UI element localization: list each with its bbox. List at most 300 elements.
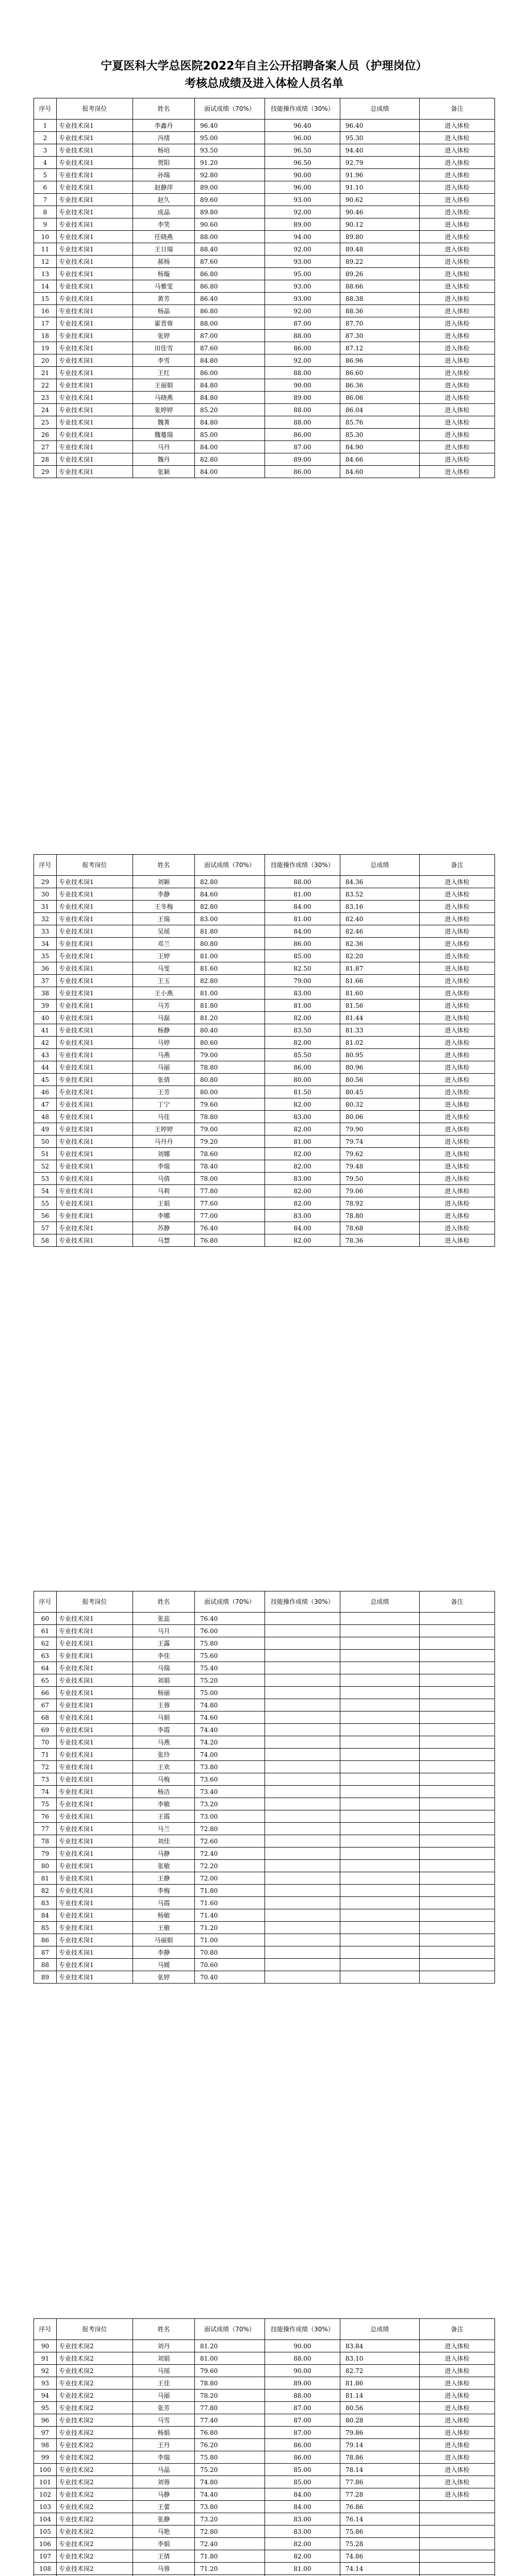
cell-note: 进入体检 xyxy=(420,268,495,280)
cell-skill: 86.00 xyxy=(265,429,340,441)
cell-total: 88.36 xyxy=(340,305,420,317)
cell-total: 90.62 xyxy=(340,194,420,206)
cell-total: 77.86 xyxy=(340,2476,420,2488)
cell-name: 魏丹 xyxy=(133,453,195,466)
cell-note xyxy=(420,1860,495,1872)
cell-note: 进入体检 xyxy=(420,2476,495,2488)
cell-post: 专业技术岗1 xyxy=(57,1197,133,1210)
cell-written: 81.60 xyxy=(195,962,265,975)
table-row xyxy=(34,1711,495,1724)
cell-name: 张颖 xyxy=(133,466,195,478)
cell-name: 杨敏 xyxy=(133,1909,195,1922)
cell-post: 专业技术岗1 xyxy=(57,1136,133,1148)
header-note: 备注 xyxy=(420,855,495,876)
header-note: 备注 xyxy=(420,98,495,120)
cell-skill: 92.00 xyxy=(265,243,340,256)
cell-post: 专业技术岗1 xyxy=(57,1971,133,1984)
cell-skill xyxy=(265,1687,340,1699)
cell-post: 专业技术岗1 xyxy=(57,1761,133,1773)
cell-total: 78.68 xyxy=(340,1222,420,1234)
cell-post: 专业技术岗1 xyxy=(57,1012,133,1024)
cell-note: 进入体检 xyxy=(420,1037,495,1049)
cell-post: 专业技术岗1 xyxy=(57,962,133,975)
cell-written: 88.00 xyxy=(195,231,265,243)
table-row xyxy=(34,1136,495,1148)
cell-seq: 28 xyxy=(34,453,57,466)
cell-name: 黄芳 xyxy=(133,293,195,305)
cell-post: 专业技术岗2 xyxy=(57,2389,133,2402)
cell-post: 专业技术岗1 xyxy=(57,1637,133,1650)
cell-post: 专业技术岗1 xyxy=(57,1222,133,1234)
cell-skill xyxy=(265,1650,340,1662)
cell-post: 专业技术岗2 xyxy=(57,2451,133,2464)
cell-post: 专业技术岗1 xyxy=(57,1835,133,1848)
cell-post: 专业技术岗1 xyxy=(57,1210,133,1222)
table-row xyxy=(34,1148,495,1160)
table-row xyxy=(34,268,495,280)
cell-seq: 63 xyxy=(34,1650,57,1662)
cell-total: 87.30 xyxy=(340,330,420,342)
cell-seq: 35 xyxy=(34,950,57,962)
cell-note xyxy=(420,1724,495,1736)
cell-total: 78.86 xyxy=(340,2451,420,2464)
cell-note xyxy=(420,1872,495,1885)
cell-post: 专业技术岗1 xyxy=(57,441,133,453)
cell-note: 进入体检 xyxy=(420,1160,495,1173)
cell-seq: 11 xyxy=(34,243,57,256)
table-row xyxy=(34,1922,495,1934)
cell-seq: 44 xyxy=(34,1061,57,1074)
cell-written: 84.00 xyxy=(195,441,265,453)
cell-name: 李雪 xyxy=(133,354,195,367)
cell-written: 74.60 xyxy=(195,1711,265,1724)
cell-note: 进入体检 xyxy=(420,1024,495,1037)
cell-name: 王婷 xyxy=(133,950,195,962)
cell-written: 84.80 xyxy=(195,392,265,404)
cell-name: 马艳 xyxy=(133,2526,195,2538)
table-row xyxy=(34,1185,495,1197)
cell-written: 70.80 xyxy=(195,1946,265,1959)
table-row xyxy=(34,1687,495,1699)
cell-written: 95.00 xyxy=(195,132,265,144)
cell-written: 72.40 xyxy=(195,1848,265,1860)
table-row xyxy=(34,1625,495,1637)
cell-note: 进入体检 xyxy=(420,2340,495,2352)
table-row xyxy=(34,1086,495,1098)
cell-written: 75.40 xyxy=(195,1662,265,1674)
cell-seq: 103 xyxy=(34,2501,57,2513)
cell-seq: 17 xyxy=(34,317,57,330)
cell-total: 86.60 xyxy=(340,367,420,379)
table-row xyxy=(34,169,495,181)
cell-note xyxy=(420,1959,495,1971)
cell-name: 魏蔓瑞 xyxy=(133,429,195,441)
table-row xyxy=(34,2501,495,2513)
cell-note xyxy=(420,2513,495,2526)
cell-name: 成晶 xyxy=(133,206,195,218)
cell-seq: 89 xyxy=(34,1971,57,1984)
cell-post: 专业技术岗1 xyxy=(57,999,133,1012)
cell-seq: 25 xyxy=(34,416,57,429)
cell-post: 专业技术岗1 xyxy=(57,466,133,478)
cell-name: 李娟 xyxy=(133,2538,195,2550)
cell-name: 李佳 xyxy=(133,1650,195,1662)
cell-seq: 29 xyxy=(34,876,57,888)
table-row xyxy=(34,194,495,206)
cell-total: 86.36 xyxy=(340,379,420,392)
cell-written: 78.80 xyxy=(195,1061,265,1074)
cell-note: 进入体检 xyxy=(420,169,495,181)
cell-note xyxy=(420,2538,495,2550)
cell-skill xyxy=(265,1835,340,1848)
cell-name: 马慧 xyxy=(133,1234,195,1247)
cell-note: 进入体检 xyxy=(420,2427,495,2439)
cell-seq: 97 xyxy=(34,2427,57,2439)
table-row xyxy=(34,925,495,938)
cell-seq: 70 xyxy=(34,1736,57,1749)
cell-post: 专业技术岗1 xyxy=(57,416,133,429)
cell-total: 82.36 xyxy=(340,938,420,950)
cell-total xyxy=(340,1860,420,1872)
cell-written: 78.60 xyxy=(195,1148,265,1160)
cell-seq: 102 xyxy=(34,2488,57,2501)
cell-post: 专业技术岗1 xyxy=(57,1872,133,1885)
cell-post: 专业技术岗1 xyxy=(57,1786,133,1798)
table-row xyxy=(34,1210,495,1222)
cell-skill xyxy=(265,1922,340,1934)
cell-post: 专业技术岗1 xyxy=(57,132,133,144)
cell-total xyxy=(340,1823,420,1835)
cell-seq: 69 xyxy=(34,1724,57,1736)
table-row xyxy=(34,2464,495,2476)
header-written: 面试成绩（70%） xyxy=(195,855,265,876)
cell-seq: 99 xyxy=(34,2451,57,2464)
cell-name: 王欢 xyxy=(133,1761,195,1773)
cell-name: 王冬梅 xyxy=(133,901,195,913)
cell-post: 专业技术岗2 xyxy=(57,2427,133,2439)
cell-note: 进入体检 xyxy=(420,2451,495,2464)
header-post: 报考岗位 xyxy=(57,1591,133,1613)
cell-name: 王小燕 xyxy=(133,987,195,999)
results-table-page-4 xyxy=(34,2318,495,2576)
cell-written: 71.20 xyxy=(195,2563,265,2575)
cell-total: 80.32 xyxy=(340,1098,420,1111)
cell-post: 专业技术岗2 xyxy=(57,2526,133,2538)
table-row xyxy=(34,999,495,1012)
cell-written: 86.80 xyxy=(195,305,265,317)
cell-note: 进入体检 xyxy=(420,1185,495,1197)
cell-skill: 82.00 xyxy=(265,1197,340,1210)
cell-written: 82.80 xyxy=(195,975,265,987)
cell-skill xyxy=(265,1885,340,1897)
cell-note: 进入体检 xyxy=(420,231,495,243)
cell-post: 专业技术岗1 xyxy=(57,1687,133,1699)
cell-skill xyxy=(265,1674,340,1687)
cell-post: 专业技术岗1 xyxy=(57,1946,133,1959)
cell-post: 专业技术岗1 xyxy=(57,169,133,181)
cell-post: 专业技术岗1 xyxy=(57,1848,133,1860)
cell-name: 贾阳 xyxy=(133,157,195,169)
cell-name: 王丹 xyxy=(133,2439,195,2451)
cell-name: 田佳雪 xyxy=(133,342,195,354)
table-row xyxy=(34,1971,495,1984)
cell-written: 96.40 xyxy=(195,120,265,132)
table-header-row xyxy=(34,98,495,120)
cell-total: 75.28 xyxy=(340,2538,420,2550)
cell-seq: 51 xyxy=(34,1148,57,1160)
cell-written: 79.60 xyxy=(195,2365,265,2377)
table-row xyxy=(34,1650,495,1662)
header-total: 总成绩 xyxy=(340,855,420,876)
cell-name: 马静 xyxy=(133,2488,195,2501)
cell-note xyxy=(420,1662,495,1674)
cell-seq: 34 xyxy=(34,938,57,950)
cell-note: 进入体检 xyxy=(420,2352,495,2365)
cell-post: 专业技术岗1 xyxy=(57,1749,133,1761)
cell-name: 王佳 xyxy=(133,2377,195,2389)
table-row xyxy=(34,441,495,453)
cell-total xyxy=(340,1625,420,1637)
cell-skill: 82.50 xyxy=(265,962,340,975)
table-row xyxy=(34,2550,495,2563)
table-header-row xyxy=(34,1591,495,1613)
cell-written: 87.00 xyxy=(195,330,265,342)
cell-note: 进入体检 xyxy=(420,144,495,157)
table-row xyxy=(34,280,495,293)
cell-total: 78.92 xyxy=(340,1197,420,1210)
cell-written: 73.20 xyxy=(195,2513,265,2526)
table-row xyxy=(34,975,495,987)
table-row xyxy=(34,876,495,888)
cell-name: 冯绪 xyxy=(133,132,195,144)
cell-post: 专业技术岗1 xyxy=(57,404,133,416)
table-row xyxy=(34,367,495,379)
cell-note: 进入体检 xyxy=(420,1111,495,1123)
cell-seq: 65 xyxy=(34,1674,57,1687)
cell-note: 进入体检 xyxy=(420,2389,495,2402)
cell-total xyxy=(340,1736,420,1749)
cell-written: 92.80 xyxy=(195,169,265,181)
cell-name: 马丽 xyxy=(133,1061,195,1074)
cell-skill xyxy=(265,1724,340,1736)
cell-skill xyxy=(265,1613,340,1625)
cell-name: 马霞 xyxy=(133,1897,195,1909)
cell-written: 75.80 xyxy=(195,2451,265,2464)
cell-name: 马晶 xyxy=(133,2464,195,2476)
cell-seq: 41 xyxy=(34,1024,57,1037)
cell-seq: 86 xyxy=(34,1934,57,1946)
cell-skill: 84.00 xyxy=(265,925,340,938)
table-row xyxy=(34,1724,495,1736)
cell-skill: 86.00 xyxy=(265,1061,340,1074)
table-row xyxy=(34,1197,495,1210)
cell-written: 81.20 xyxy=(195,2340,265,2352)
cell-post: 专业技术岗1 xyxy=(57,1074,133,1086)
table-row xyxy=(34,1074,495,1086)
table-row xyxy=(34,1934,495,1946)
cell-total xyxy=(340,1971,420,1984)
cell-note xyxy=(420,1736,495,1749)
cell-seq: 7 xyxy=(34,194,57,206)
cell-note: 进入体检 xyxy=(420,392,495,404)
cell-note: 进入体检 xyxy=(420,888,495,901)
cell-skill: 88.00 xyxy=(265,876,340,888)
cell-total xyxy=(340,1637,420,1650)
header-written: 面试成绩（70%） xyxy=(195,1591,265,1613)
cell-total: 94.40 xyxy=(340,144,420,157)
cell-post: 专业技术岗1 xyxy=(57,1111,133,1123)
cell-seq: 23 xyxy=(34,392,57,404)
cell-name: 张静 xyxy=(133,2513,195,2526)
cell-seq: 45 xyxy=(34,1074,57,1086)
cell-name: 马雅雯 xyxy=(133,280,195,293)
cell-post: 专业技术岗1 xyxy=(57,181,133,194)
cell-seq: 71 xyxy=(34,1749,57,1761)
cell-post: 专业技术岗1 xyxy=(57,293,133,305)
cell-seq: 53 xyxy=(34,1173,57,1185)
cell-total: 85.30 xyxy=(340,429,420,441)
cell-seq: 64 xyxy=(34,1662,57,1674)
cell-note: 进入体检 xyxy=(420,925,495,938)
cell-skill: 90.00 xyxy=(265,379,340,392)
cell-name: 马静 xyxy=(133,1848,195,1860)
cell-skill: 95.00 xyxy=(265,268,340,280)
cell-skill: 88.00 xyxy=(265,416,340,429)
cell-name: 李梅 xyxy=(133,1885,195,1897)
cell-note xyxy=(420,1761,495,1773)
cell-post: 专业技术岗1 xyxy=(57,367,133,379)
cell-skill: 93.00 xyxy=(265,256,340,268)
cell-written: 72.60 xyxy=(195,1835,265,1848)
header-total: 总成绩 xyxy=(340,98,420,120)
cell-name: 马燕 xyxy=(133,1736,195,1749)
cell-note: 进入体检 xyxy=(420,1074,495,1086)
cell-written: 79.60 xyxy=(195,1098,265,1111)
table-row xyxy=(34,950,495,962)
cell-written: 88.40 xyxy=(195,243,265,256)
header-skill: 技能操作成绩（30%） xyxy=(265,855,340,876)
cell-total: 82.72 xyxy=(340,2365,420,2377)
cell-name: 王倩 xyxy=(133,2550,195,2563)
cell-note: 进入体检 xyxy=(420,987,495,999)
cell-post: 专业技术岗2 xyxy=(57,2377,133,2389)
cell-post: 专业技术岗1 xyxy=(57,1037,133,1049)
cell-seq: 3 xyxy=(34,144,57,157)
cell-post: 专业技术岗1 xyxy=(57,1810,133,1823)
cell-note xyxy=(420,1835,495,1848)
cell-seq: 30 xyxy=(34,888,57,901)
cell-post: 专业技术岗1 xyxy=(57,305,133,317)
cell-post: 专业技术岗2 xyxy=(57,2352,133,2365)
cell-skill: 96.00 xyxy=(265,132,340,144)
cell-skill xyxy=(265,1810,340,1823)
cell-written: 89.00 xyxy=(195,181,265,194)
cell-seq: 50 xyxy=(34,1136,57,1148)
cell-name: 马雪 xyxy=(133,2414,195,2427)
table-row xyxy=(34,132,495,144)
cell-total: 96.40 xyxy=(340,120,420,132)
table-row xyxy=(34,243,495,256)
cell-skill: 81.00 xyxy=(265,1136,340,1148)
cell-name: 王蕾 xyxy=(133,2501,195,2513)
cell-written: 78.80 xyxy=(195,2377,265,2389)
cell-total: 86.96 xyxy=(340,354,420,367)
table-row xyxy=(34,2402,495,2414)
table-row xyxy=(34,1160,495,1173)
cell-note xyxy=(420,1946,495,1959)
cell-written: 80.80 xyxy=(195,938,265,950)
cell-written: 74.40 xyxy=(195,1724,265,1736)
cell-written: 81.20 xyxy=(195,1012,265,1024)
document-title xyxy=(0,58,528,93)
cell-written: 73.00 xyxy=(195,1810,265,1823)
cell-skill: 83.00 xyxy=(265,2526,340,2538)
cell-name: 张蕊 xyxy=(133,1613,195,1625)
cell-name: 杨洁 xyxy=(133,1786,195,1798)
cell-written: 73.20 xyxy=(195,1798,265,1810)
cell-total: 84.36 xyxy=(340,876,420,888)
cell-total: 79.74 xyxy=(340,1136,420,1148)
cell-skill: 82.00 xyxy=(265,1160,340,1173)
cell-name: 马莉 xyxy=(133,1185,195,1197)
cell-note: 进入体检 xyxy=(420,1148,495,1160)
cell-skill: 86.00 xyxy=(265,938,340,950)
cell-written: 74.80 xyxy=(195,1699,265,1711)
cell-post: 专业技术岗1 xyxy=(57,206,133,218)
table-row xyxy=(34,416,495,429)
cell-name: 王霞 xyxy=(133,1810,195,1823)
cell-total: 83.16 xyxy=(340,901,420,913)
cell-note: 进入体检 xyxy=(420,453,495,466)
table-row xyxy=(34,256,495,268)
cell-seq: 8 xyxy=(34,206,57,218)
cell-note: 进入体检 xyxy=(420,2414,495,2427)
cell-name: 张婷 xyxy=(133,1971,195,1984)
cell-name: 马蓉 xyxy=(133,2563,195,2575)
table-row xyxy=(34,2538,495,2550)
cell-post: 专业技术岗1 xyxy=(57,1736,133,1749)
cell-total xyxy=(340,1885,420,1897)
cell-name: 王婷婷 xyxy=(133,1123,195,1136)
table-row xyxy=(34,1024,495,1037)
cell-name: 魏菁 xyxy=(133,416,195,429)
results-table-page-1 xyxy=(34,98,495,478)
cell-post: 专业技术岗1 xyxy=(57,144,133,157)
table-row xyxy=(34,1810,495,1823)
cell-name: 王玉 xyxy=(133,975,195,987)
cell-written: 86.80 xyxy=(195,280,265,293)
cell-skill xyxy=(265,1823,340,1835)
cell-post: 专业技术岗1 xyxy=(57,1711,133,1724)
cell-post: 专业技术岗1 xyxy=(57,120,133,132)
cell-written: 84.80 xyxy=(195,354,265,367)
table-row xyxy=(34,2451,495,2464)
cell-total: 74.86 xyxy=(340,2550,420,2563)
cell-total: 81.02 xyxy=(340,1037,420,1049)
cell-skill: 83.00 xyxy=(265,987,340,999)
cell-written: 86.00 xyxy=(195,367,265,379)
cell-written: 76.40 xyxy=(195,1613,265,1625)
cell-note: 进入体检 xyxy=(420,132,495,144)
cell-name: 李瑞 xyxy=(133,1160,195,1173)
cell-written: 84.80 xyxy=(195,379,265,392)
table-row xyxy=(34,987,495,999)
cell-skill: 92.00 xyxy=(265,354,340,367)
cell-note xyxy=(420,1786,495,1798)
cell-post: 专业技术岗1 xyxy=(57,1773,133,1786)
cell-total: 89.80 xyxy=(340,231,420,243)
cell-skill xyxy=(265,1946,340,1959)
